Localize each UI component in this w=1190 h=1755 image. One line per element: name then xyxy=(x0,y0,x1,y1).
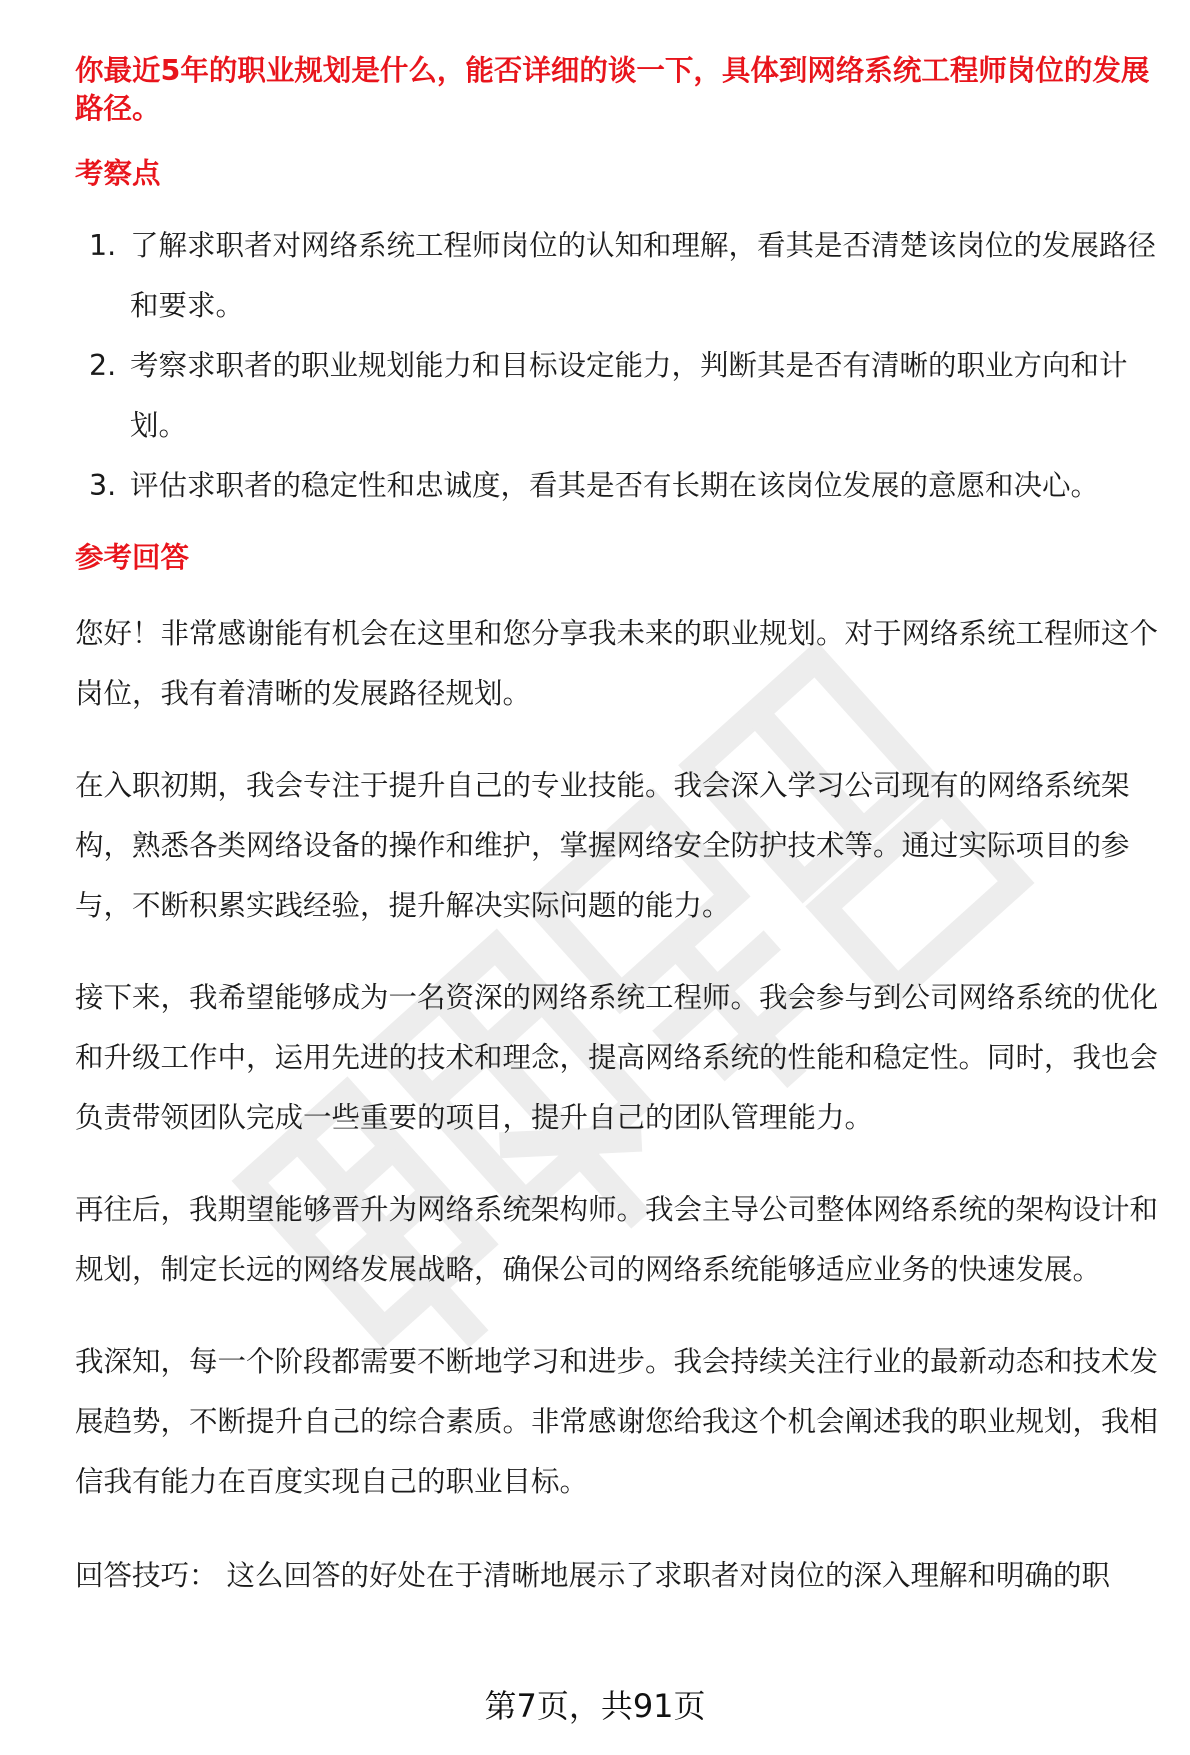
answer-paragraph: 接下来，我希望能够成为一名资深的网络系统工程师。我会参与到公司网络系统的优化和升级工作中，运用先进的技术和理念，提高网络系统的性能和稳定性。同时，我也会负责带领团队完成一些重要的项目，提升自己的团队管理能力。 xyxy=(75,981,1159,1134)
answer-paragraph: 我深知，每一个阶段都需要不断地学习和进步。我会持续关注行业的最新动态和技术发展趋势，不断提升自己的综合素质。非常感谢您给我这个机会阐述我的职业规划，我相信我有能力在百度实现自己的职业目标。 xyxy=(75,1345,1159,1498)
answer-paragraph: 再往后，我期望能够晋升为网络系统架构师。我会主导公司整体网络系统的架构设计和规划，制定长远的网络发展战略，确保公司的网络系统能够适应业务的快速发展。 xyxy=(75,1193,1159,1286)
answer-paragraph: 您好！非常感谢能有机会在这里和您分享我未来的职业规划。对于网络系统工程师这个岗位，我有着清晰的发展路径规划。 xyxy=(75,617,1159,710)
section-heading-kaocha: 考察点 xyxy=(75,157,161,190)
section-heading-cankao: 参考回答 xyxy=(75,541,190,574)
list-number: 1. xyxy=(89,229,117,262)
question-title: 你最近5年的职业规划是什么，能否详细的谈一下，具体到网络系统工程师岗位的发展路径。 xyxy=(75,54,1150,125)
answer-paragraph: 在入职初期，我会专注于提升自己的专业技能。我会深入学习公司现有的网络系统架构，熟悉各类网络设备的操作和维护，掌握网络安全防护技术等。通过实际项目的参与，不断积累实践经验，提升解决实际问题的能力。 xyxy=(75,769,1130,922)
list-item-text: 考察求职者的职业规划能力和目标设定能力，判断其是否有清晰的职业方向和计划。 xyxy=(130,349,1128,442)
page-number-footer: 第7页，共91页 xyxy=(484,1687,706,1725)
answer-tip: 回答技巧： 这么回答的好处在于清晰地展示了求职者对岗位的深入理解和明确的职 xyxy=(75,1559,1111,1592)
list-item xyxy=(75,216,1165,336)
list-item-text: 评估求职者的稳定性和忠诚度，看其是否有长期在该岗位发展的意愿和决心。 xyxy=(130,469,1100,502)
list-item-text: 了解求职者对网络系统工程师岗位的认知和理解，看其是否清楚该岗位的发展路径和要求。 xyxy=(130,229,1157,322)
list-item xyxy=(75,336,1165,456)
list-item xyxy=(75,456,1165,516)
list-number: 2. xyxy=(89,349,117,382)
assessment-points-list xyxy=(75,216,1165,516)
list-number: 3. xyxy=(89,469,117,502)
document-page xyxy=(75,52,1165,1606)
